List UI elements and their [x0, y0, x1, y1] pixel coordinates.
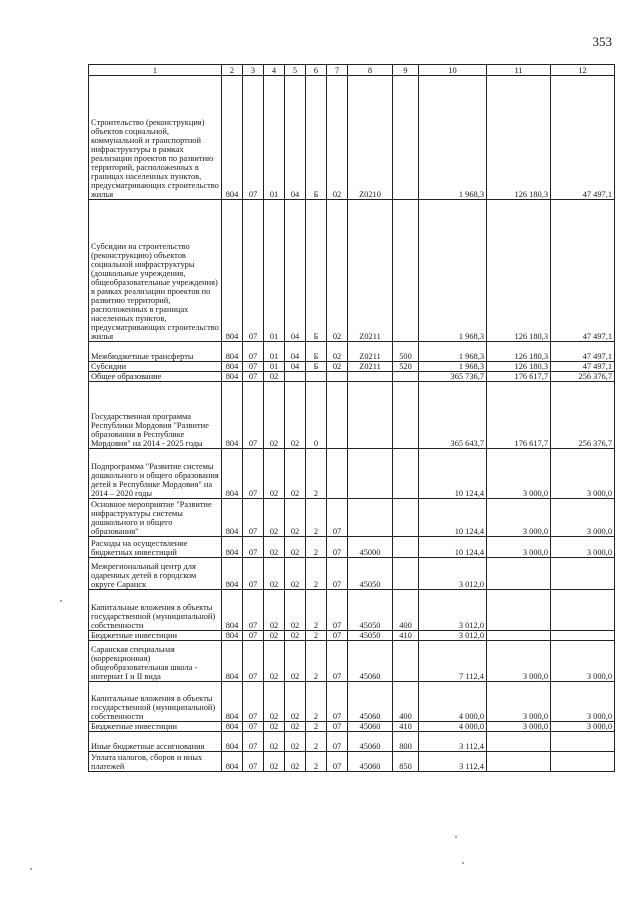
- table-cell-c11: 126 180,3: [487, 76, 551, 200]
- table-cell-c9: [393, 449, 419, 499]
- table-cell-c7: 07: [327, 558, 348, 590]
- table-cell-c7: 07: [327, 590, 348, 631]
- table-cell-c9: 500: [393, 342, 419, 362]
- table-cell-c5: 02: [285, 590, 306, 631]
- scan-speck: [60, 600, 62, 602]
- table-cell-c11: 176 617,7: [487, 372, 551, 382]
- column-header: 4: [264, 65, 285, 76]
- table-cell-c10: 3 012,0: [419, 558, 487, 590]
- table-cell-c8: 45060: [348, 732, 393, 752]
- table-cell-c2: 804: [222, 449, 243, 499]
- table-cell-c8: 45060: [348, 722, 393, 732]
- table-cell-c10: 4 000,0: [419, 682, 487, 722]
- table-cell-c10: 1 968,3: [419, 362, 487, 372]
- table-cell-c9: [393, 641, 419, 682]
- table-cell-c11: 3 000,0: [487, 499, 551, 537]
- table-cell-c10: 10 124,4: [419, 537, 487, 558]
- table-cell-c3: 07: [243, 537, 264, 558]
- table-cell-c12: 256 376,7: [551, 372, 615, 382]
- table-cell-c5: 02: [285, 382, 306, 449]
- table-cell-c3: 07: [243, 449, 264, 499]
- scan-speck: [455, 836, 457, 838]
- table-cell-c11: 126 180,3: [487, 362, 551, 372]
- scan-speck: [462, 862, 464, 864]
- row-name-cell: Расходы на осуществление бюджетных инвестиций: [89, 537, 222, 558]
- table-cell-c8: 45050: [348, 590, 393, 631]
- table-cell-c5: 04: [285, 76, 306, 200]
- table-cell-c10: 1 968,3: [419, 200, 487, 342]
- table-cell-c6: 2: [306, 631, 327, 641]
- table-cell-c2: 804: [222, 682, 243, 722]
- table-cell-c2: 804: [222, 732, 243, 752]
- table-cell-c7: [327, 449, 348, 499]
- table-row: [89, 590, 615, 631]
- table-cell-c9: [393, 200, 419, 342]
- table-cell-c4: 02: [264, 449, 285, 499]
- table-cell-c8: 45000: [348, 537, 393, 558]
- row-name-cell: Основное мероприятие "Развитие инфраструктуры системы дошкольного и общего образования": [89, 499, 222, 537]
- table-row: [89, 449, 615, 499]
- table-cell-c4: 02: [264, 682, 285, 722]
- table-cell-c2: 804: [222, 722, 243, 732]
- table-cell-c6: Б: [306, 76, 327, 200]
- table-cell-c8: 45060: [348, 682, 393, 722]
- column-header: 2: [222, 65, 243, 76]
- table-cell-c2: 804: [222, 641, 243, 682]
- table-cell-c10: 7 112,4: [419, 641, 487, 682]
- table-row: [89, 76, 615, 200]
- row-name-cell: Государственная программа Республики Мордовия "Развитие образования в Республике Мордовия" на 2014 - 2025 годы: [89, 382, 222, 449]
- table-cell-c10: 10 124,4: [419, 449, 487, 499]
- column-header: 7: [327, 65, 348, 76]
- table-cell-c3: 07: [243, 752, 264, 772]
- table-cell-c6: 2: [306, 682, 327, 722]
- table-cell-c9: 520: [393, 362, 419, 372]
- table-cell-c12: 256 376,7: [551, 382, 615, 449]
- table-cell-c6: 2: [306, 537, 327, 558]
- column-header: 6: [306, 65, 327, 76]
- table-row: [89, 372, 615, 382]
- table-cell-c8: 45050: [348, 558, 393, 590]
- table-cell-c11: 3 000,0: [487, 537, 551, 558]
- table-cell-c12: [551, 732, 615, 752]
- table-cell-c4: 01: [264, 76, 285, 200]
- table-cell-c4: 02: [264, 722, 285, 732]
- table-cell-c5: 02: [285, 722, 306, 732]
- table-cell-c5: 02: [285, 631, 306, 641]
- table-cell-c6: 2: [306, 752, 327, 772]
- table-cell-c10: 4 000,0: [419, 722, 487, 732]
- table-cell-c2: 804: [222, 76, 243, 200]
- table-cell-c10: 3 112,4: [419, 732, 487, 752]
- row-name-cell: Подпрограмма "Развитие системы дошкольного и общего образования детей в Республике Мордовия" на 2014 – 2020 годы: [89, 449, 222, 499]
- table-row: [89, 362, 615, 372]
- table-cell-c11: 3 000,0: [487, 449, 551, 499]
- table-cell-c4: 01: [264, 342, 285, 362]
- table-cell-c6: Б: [306, 342, 327, 362]
- table-header-row: [89, 65, 615, 76]
- table-cell-c12: 3 000,0: [551, 682, 615, 722]
- page-number: 353: [592, 34, 612, 49]
- column-header: 12: [551, 65, 615, 76]
- table-cell-c9: [393, 76, 419, 200]
- table-cell-c11: 3 000,0: [487, 641, 551, 682]
- column-header: 8: [348, 65, 393, 76]
- table-cell-c3: 07: [243, 732, 264, 752]
- table-cell-c11: [487, 558, 551, 590]
- table-cell-c7: 07: [327, 537, 348, 558]
- table-cell-c4: 02: [264, 558, 285, 590]
- column-header: 11: [487, 65, 551, 76]
- table-cell-c3: 07: [243, 342, 264, 362]
- table-cell-c2: 804: [222, 372, 243, 382]
- table-cell-c5: 02: [285, 558, 306, 590]
- table-cell-c7: 07: [327, 732, 348, 752]
- table-cell-c5: 02: [285, 499, 306, 537]
- table-cell-c3: 07: [243, 682, 264, 722]
- table-cell-c12: 47 497,1: [551, 76, 615, 200]
- table-cell-c8: Z0210: [348, 76, 393, 200]
- table-cell-c9: 850: [393, 752, 419, 772]
- table-cell-c5: 02: [285, 732, 306, 752]
- table-cell-c4: 02: [264, 590, 285, 631]
- table-cell-c3: 07: [243, 641, 264, 682]
- table-cell-c4: 02: [264, 382, 285, 449]
- table-cell-c5: 02: [285, 641, 306, 682]
- column-header: 10: [419, 65, 487, 76]
- table-cell-c8: Z0211: [348, 362, 393, 372]
- table-cell-c9: [393, 558, 419, 590]
- table-cell-c6: 2: [306, 558, 327, 590]
- table-cell-c7: 02: [327, 200, 348, 342]
- table-row: [89, 631, 615, 641]
- table-cell-c4: 02: [264, 499, 285, 537]
- column-header: 3: [243, 65, 264, 76]
- table-cell-c12: [551, 752, 615, 772]
- table-cell-c6: 2: [306, 449, 327, 499]
- table-cell-c12: 3 000,0: [551, 641, 615, 682]
- table-cell-c7: 07: [327, 641, 348, 682]
- column-header: 1: [89, 65, 222, 76]
- table-cell-c2: 804: [222, 362, 243, 372]
- table-cell-c11: 3 000,0: [487, 682, 551, 722]
- table-cell-c3: 07: [243, 362, 264, 372]
- row-name-cell: Иные бюджетные ассигнования: [89, 732, 222, 752]
- table-cell-c12: [551, 590, 615, 631]
- table-cell-c8: [348, 449, 393, 499]
- table-cell-c11: [487, 590, 551, 631]
- table-cell-c12: 47 497,1: [551, 362, 615, 372]
- table-cell-c4: 02: [264, 752, 285, 772]
- table-cell-c2: 804: [222, 200, 243, 342]
- table-cell-c12: 47 497,1: [551, 200, 615, 342]
- table-cell-c2: 804: [222, 382, 243, 449]
- table-row: [89, 732, 615, 752]
- table-cell-c8: [348, 382, 393, 449]
- table-row: [89, 537, 615, 558]
- table-cell-c4: 01: [264, 200, 285, 342]
- scan-speck: [30, 868, 32, 870]
- column-header: 9: [393, 65, 419, 76]
- row-name-cell: Капитальные вложения в объекты государственной (муниципальной) собственности: [89, 682, 222, 722]
- table-cell-c12: 3 000,0: [551, 449, 615, 499]
- table-cell-c2: 804: [222, 558, 243, 590]
- table-row: [89, 382, 615, 449]
- table-cell-c6: [306, 372, 327, 382]
- table-cell-c9: [393, 499, 419, 537]
- table-cell-c8: [348, 499, 393, 537]
- table-cell-c5: 02: [285, 752, 306, 772]
- budget-table: [88, 64, 615, 772]
- table-cell-c7: 07: [327, 722, 348, 732]
- table-cell-c3: 07: [243, 631, 264, 641]
- table-cell-c7: 02: [327, 362, 348, 372]
- table-cell-c9: [393, 537, 419, 558]
- table-cell-c5: 02: [285, 537, 306, 558]
- table-cell-c4: 02: [264, 372, 285, 382]
- table-cell-c9: 400: [393, 590, 419, 631]
- table-cell-c7: [327, 382, 348, 449]
- table-cell-c2: 804: [222, 537, 243, 558]
- table-cell-c3: 07: [243, 76, 264, 200]
- table-cell-c10: 3 112,4: [419, 752, 487, 772]
- table-cell-c9: 800: [393, 732, 419, 752]
- table-cell-c3: 07: [243, 590, 264, 631]
- row-name-cell: Субсидии на строительство (реконструкцию) объектов социальной инфраструктуры (дошкольные учреждения, общеобразовательные учреждения) в рамках реализации проектов по развитию территорий, расположенных в границах населенных пунктов, предусматривающих строительство жилья: [89, 200, 222, 342]
- table-cell-c11: 3 000,0: [487, 722, 551, 732]
- table-cell-c11: [487, 631, 551, 641]
- table-cell-c5: 02: [285, 449, 306, 499]
- table-cell-c7: 07: [327, 752, 348, 772]
- table-cell-c5: 04: [285, 362, 306, 372]
- table-cell-c12: 3 000,0: [551, 722, 615, 732]
- row-name-cell: Бюджетные инвестиции: [89, 631, 222, 641]
- table-cell-c11: 126 180,3: [487, 200, 551, 342]
- table-cell-c8: 45050: [348, 631, 393, 641]
- table-cell-c7: 07: [327, 682, 348, 722]
- table-cell-c6: 2: [306, 499, 327, 537]
- row-name-cell: Межбюджетные трансферты: [89, 342, 222, 362]
- table-cell-c9: [393, 372, 419, 382]
- table-cell-c7: 02: [327, 76, 348, 200]
- table-cell-c2: 804: [222, 342, 243, 362]
- table-cell-c11: [487, 732, 551, 752]
- table-row: [89, 722, 615, 732]
- table-cell-c10: 10 124,4: [419, 499, 487, 537]
- table-cell-c3: 07: [243, 499, 264, 537]
- table-cell-c6: 0: [306, 382, 327, 449]
- table-cell-c3: 07: [243, 722, 264, 732]
- column-header: 5: [285, 65, 306, 76]
- table-cell-c10: 1 968,3: [419, 76, 487, 200]
- table-cell-c3: 07: [243, 200, 264, 342]
- table-cell-c8: 45060: [348, 752, 393, 772]
- row-name-cell: Бюджетные инвестиции: [89, 722, 222, 732]
- table-cell-c12: [551, 558, 615, 590]
- table-cell-c2: 804: [222, 752, 243, 772]
- table-row: [89, 558, 615, 590]
- row-name-cell: Саранская специальная (коррекционная) общеобразовательная школа - интернат I и II вида: [89, 641, 222, 682]
- row-name-cell: Общее образование: [89, 372, 222, 382]
- table-cell-c10: 3 012,0: [419, 590, 487, 631]
- table-cell-c3: 07: [243, 558, 264, 590]
- table-cell-c4: 02: [264, 732, 285, 752]
- table-cell-c12: [551, 631, 615, 641]
- table-cell-c7: 02: [327, 342, 348, 362]
- table-cell-c3: 07: [243, 382, 264, 449]
- table-cell-c12: 3 000,0: [551, 499, 615, 537]
- table-cell-c11: [487, 752, 551, 772]
- table-cell-c5: 04: [285, 200, 306, 342]
- table-cell-c8: Z0211: [348, 200, 393, 342]
- table-cell-c10: 3 012,0: [419, 631, 487, 641]
- row-name-cell: Уплата налогов, сборов и иных платежей: [89, 752, 222, 772]
- table-cell-c5: 02: [285, 682, 306, 722]
- table-cell-c2: 804: [222, 499, 243, 537]
- table-cell-c6: Б: [306, 362, 327, 372]
- table-row: [89, 641, 615, 682]
- table-cell-c6: 2: [306, 590, 327, 631]
- table-cell-c7: 07: [327, 499, 348, 537]
- table-cell-c9: 400: [393, 682, 419, 722]
- table-cell-c9: [393, 382, 419, 449]
- table-cell-c4: 02: [264, 631, 285, 641]
- table-cell-c11: 126 180,3: [487, 342, 551, 362]
- table-cell-c9: 410: [393, 722, 419, 732]
- table-cell-c8: Z0211: [348, 342, 393, 362]
- table-cell-c6: Б: [306, 200, 327, 342]
- table-cell-c2: 804: [222, 590, 243, 631]
- table-row: [89, 342, 615, 362]
- table-cell-c6: 2: [306, 641, 327, 682]
- table-cell-c4: 02: [264, 537, 285, 558]
- table-cell-c8: [348, 372, 393, 382]
- table-row: [89, 499, 615, 537]
- table-cell-c5: 04: [285, 342, 306, 362]
- table-cell-c6: 2: [306, 732, 327, 752]
- table-cell-c9: 410: [393, 631, 419, 641]
- table-cell-c5: [285, 372, 306, 382]
- table-row: [89, 200, 615, 342]
- row-name-cell: Субсидии: [89, 362, 222, 372]
- table-cell-c10: 365 643,7: [419, 382, 487, 449]
- table-cell-c10: 1 968,3: [419, 342, 487, 362]
- row-name-cell: Строительство (реконструкция) объектов социальной, коммунальной и транспортной инфраструктуры в рамках реализации проектов по развитию территорий, расположенных в границах населенных пунктов, предусматривающих строительство жилья: [89, 76, 222, 200]
- table-cell-c7: [327, 372, 348, 382]
- table-cell-c10: 365 736,7: [419, 372, 487, 382]
- table-row: [89, 682, 615, 722]
- table-cell-c12: 47 497,1: [551, 342, 615, 362]
- table-cell-c6: 2: [306, 722, 327, 732]
- table-cell-c4: 02: [264, 641, 285, 682]
- table-row: [89, 752, 615, 772]
- table-cell-c3: 07: [243, 372, 264, 382]
- table-cell-c4: 01: [264, 362, 285, 372]
- row-name-cell: Межрегиональный центр для одаренных детей в городском округе Саранск: [89, 558, 222, 590]
- table-cell-c7: 07: [327, 631, 348, 641]
- table-cell-c8: 45060: [348, 641, 393, 682]
- table-cell-c11: 176 617,7: [487, 382, 551, 449]
- table-cell-c12: 3 000,0: [551, 537, 615, 558]
- table-cell-c2: 804: [222, 631, 243, 641]
- row-name-cell: Капитальные вложения в объекты государственной (муниципальной) собственности: [89, 590, 222, 631]
